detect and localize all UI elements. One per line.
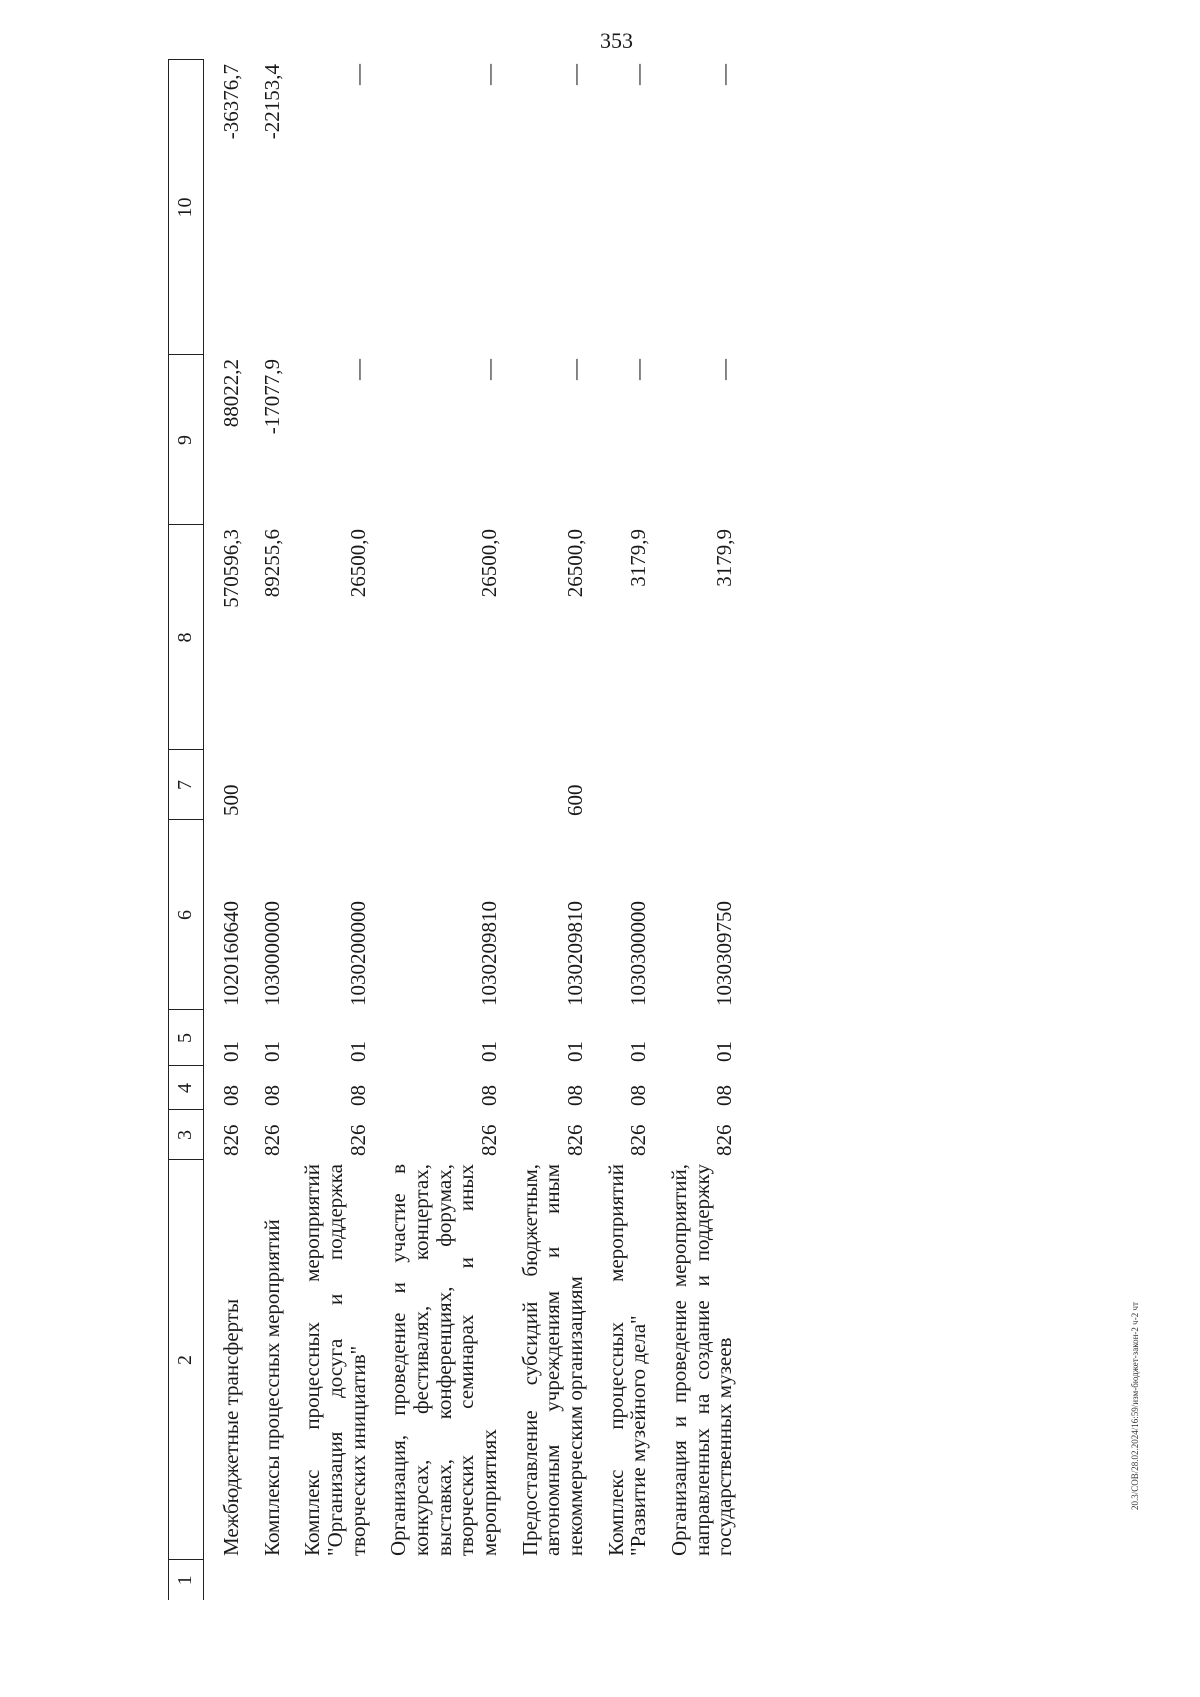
cell-subsection: 01 <box>259 1041 284 1062</box>
cell-target: 1030209810 <box>477 901 502 1006</box>
column-header: 7 <box>169 750 204 820</box>
cell-subsection: 01 <box>345 1041 370 1062</box>
cell-target: 1030000000 <box>259 901 284 1006</box>
column-header: 6 <box>169 820 204 1010</box>
cell-ministry: 826 <box>219 1124 243 1156</box>
cell-expense-type <box>285 750 371 820</box>
cell-expense-type: 500 <box>219 784 243 816</box>
column-header: 4 <box>169 1066 204 1110</box>
cell-name: Предоставление субсидий бюджетным, автономным учреждениям и иным некоммерческим организациям <box>517 1164 588 1556</box>
cell-target: 1020160640 <box>219 901 243 1006</box>
cell-amount-10: — <box>563 64 588 85</box>
column-header: 3 <box>169 1110 204 1160</box>
cell-amount-9: — <box>477 359 502 380</box>
cell-name: Организация и проведение мероприятий, направленных на создание и поддержку государственных музеев <box>667 1164 737 1556</box>
cell-amount-8: 3179,9 <box>626 529 651 587</box>
cell-section: 08 <box>219 1085 243 1106</box>
cell-amount-9: — <box>626 359 651 380</box>
table-row <box>204 60 245 1600</box>
cell-blank <box>589 1560 652 1600</box>
cell-expense-type <box>652 750 738 820</box>
cell-blank <box>503 1560 589 1600</box>
budget-table-rotated <box>168 60 1078 1600</box>
cell-ministry: 826 <box>626 1124 651 1156</box>
cell-section: 08 <box>712 1085 737 1106</box>
column-header: 8 <box>169 525 204 750</box>
table-row <box>371 60 502 1600</box>
cell-ministry: 826 <box>477 1124 502 1156</box>
cell-blank <box>245 1560 286 1600</box>
budget-table <box>168 60 738 1601</box>
table-row <box>503 60 589 1600</box>
cell-amount-9: — <box>345 359 370 380</box>
document-footer: 20.3/СОВ/28.02.2024/16:59/изм-бюджет-закон-2 ч-2 чт <box>1130 1302 1140 1510</box>
cell-target: 1030309750 <box>712 901 737 1006</box>
cell-section: 08 <box>259 1085 284 1106</box>
cell-expense-type: 600 <box>563 784 588 816</box>
cell-expense-type <box>245 750 286 820</box>
cell-target: 1030200000 <box>345 901 370 1006</box>
column-header: 10 <box>169 60 204 355</box>
cell-subsection: 01 <box>477 1041 502 1062</box>
cell-amount-9: 88022,2 <box>219 359 243 428</box>
cell-amount-10: — <box>345 64 370 85</box>
cell-expense-type <box>371 750 502 820</box>
cell-target: 1030209810 <box>563 901 588 1006</box>
cell-name: Комплексы процессных мероприятий <box>259 1219 284 1556</box>
cell-subsection: 01 <box>219 1041 243 1062</box>
cell-section: 08 <box>626 1085 651 1106</box>
cell-subsection: 01 <box>563 1041 588 1062</box>
cell-name: Межбюджетные трансферты <box>219 1298 243 1556</box>
column-header: 1 <box>169 1560 204 1600</box>
cell-ministry: 826 <box>712 1124 737 1156</box>
cell-amount-9: — <box>712 359 737 380</box>
cell-name: Комплекс процессных мероприятий "Организация досуга и поддержка творческих инициатив" <box>300 1164 370 1556</box>
column-header: 5 <box>169 1010 204 1066</box>
cell-amount-8: 26500,0 <box>477 529 502 598</box>
cell-amount-8: 3179,9 <box>712 529 737 587</box>
cell-section: 08 <box>345 1085 370 1106</box>
cell-target: 1030300000 <box>626 901 651 1006</box>
cell-ministry: 826 <box>259 1124 284 1156</box>
cell-amount-10: -22153,4 <box>259 64 284 140</box>
cell-amount-10: -36376,7 <box>219 64 243 140</box>
table-row <box>589 60 652 1600</box>
cell-name: Комплекс процессных мероприятий "Развитие музейного дела" <box>603 1164 651 1556</box>
cell-subsection: 01 <box>626 1041 651 1062</box>
cell-section: 08 <box>563 1085 588 1106</box>
cell-amount-8: 89255,6 <box>259 529 284 598</box>
table-row <box>245 60 286 1600</box>
cell-amount-8: 570596,3 <box>219 529 243 608</box>
table-row <box>652 60 738 1600</box>
cell-ministry: 826 <box>345 1124 370 1156</box>
cell-blank <box>371 1560 502 1600</box>
cell-blank <box>652 1560 738 1600</box>
table-row <box>285 60 371 1600</box>
cell-amount-10: — <box>477 64 502 85</box>
cell-amount-9: — <box>563 359 588 380</box>
column-header: 9 <box>169 355 204 525</box>
cell-section: 08 <box>477 1085 502 1106</box>
column-header: 2 <box>169 1160 204 1560</box>
cell-ministry: 826 <box>563 1124 588 1156</box>
page-number: 353 <box>600 28 633 53</box>
cell-amount-10: — <box>626 64 651 85</box>
cell-name: Организация, проведение и участие в конкурсах, фестивалях, концертах, выставках, конференциях, форумах, творческих семинарах и иных мероприятиях <box>386 1164 502 1556</box>
cell-amount-8: 26500,0 <box>345 529 370 598</box>
cell-amount-10: — <box>712 64 737 85</box>
table-body <box>204 60 739 1600</box>
cell-subsection: 01 <box>712 1041 737 1062</box>
cell-expense-type <box>589 750 652 820</box>
cell-blank <box>204 1560 245 1600</box>
cell-blank <box>285 1560 371 1600</box>
table-header <box>169 60 204 1600</box>
cell-amount-8: 26500,0 <box>563 529 588 598</box>
cell-amount-9: -17077,9 <box>259 359 284 435</box>
